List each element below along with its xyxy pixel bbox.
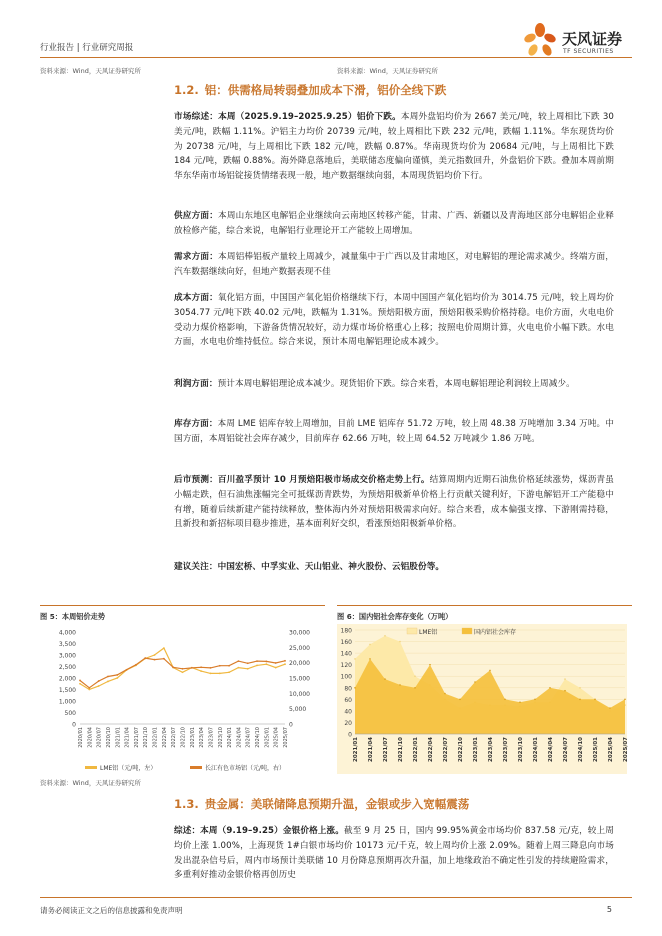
- data-point: [154, 654, 156, 656]
- data-point: [107, 676, 109, 678]
- chart-aluminum-price: [40, 624, 330, 774]
- source-note-right: 资料来源：Wind，天风证券研究所: [337, 67, 438, 75]
- legend-swatch: [407, 628, 417, 634]
- x-tick-label: 2025/07: [623, 737, 629, 762]
- data-point: [219, 665, 221, 667]
- x-tick-label: 2023/07: [208, 727, 215, 748]
- data-point: [200, 670, 202, 672]
- y-tick-label: 140: [340, 650, 352, 658]
- data-point: [182, 671, 184, 673]
- y-tick-label-left: 2,000: [58, 675, 76, 683]
- para-cost: [174, 291, 614, 350]
- para-lead: 需求方面：: [174, 252, 219, 262]
- legend-swatch: [190, 766, 202, 769]
- y-tick-label-left: 3,000: [58, 652, 76, 660]
- data-point: [399, 684, 401, 686]
- figure-caption-6: 图 6：国内铝社会库存变化（万吨）: [337, 612, 453, 621]
- para-text: 预计本周电解铝理论成本减少。现货铝价下跌。综合来看，本周电解铝理论利润较上周减少。: [217, 379, 575, 389]
- data-point: [504, 699, 506, 701]
- data-point: [79, 683, 81, 685]
- footer-rule: [40, 897, 632, 898]
- data-point: [210, 673, 212, 675]
- x-tick-label: 2022/07: [171, 727, 178, 748]
- y-tick-label: 60: [344, 696, 352, 704]
- figure-rule-left: [40, 605, 325, 606]
- figure-rule-right: [337, 605, 632, 606]
- x-tick-label: 2020/10: [105, 727, 112, 748]
- data-point: [414, 675, 416, 677]
- para-lead: 库存方面：: [174, 419, 218, 429]
- data-point: [98, 680, 100, 682]
- chart-aluminum-inventory: [337, 624, 627, 774]
- data-point: [88, 689, 90, 691]
- data-point: [172, 666, 174, 668]
- y-tick-label-left: 0: [72, 721, 76, 729]
- data-point: [579, 687, 581, 689]
- x-tick-label: 2023/01: [189, 727, 196, 748]
- para-lead: 成本方面：: [174, 293, 218, 303]
- x-tick-label: 2022/07: [443, 737, 449, 762]
- data-point: [384, 678, 386, 680]
- x-tick-label: 2025/04: [608, 737, 614, 762]
- data-point: [144, 657, 146, 659]
- para-bold: 百川盈孚预计 10 月预焙阳极市场成交价格走势上行。: [217, 475, 430, 485]
- data-point: [228, 665, 230, 667]
- x-tick-label: 2024/10: [255, 727, 262, 748]
- para-text: 本周铝棒铝板产量较上周减少，减量集中于广西以及甘肃地区，对电解铝的理论需求减少。终端方面，汽车数据继续向好，但地产数据表现不佳: [174, 252, 614, 277]
- data-point: [88, 687, 90, 689]
- data-point: [609, 707, 611, 709]
- x-tick-label: 2024/04: [548, 737, 554, 762]
- legend-swatch: [462, 628, 472, 634]
- para-text: 本周外盘铝均价为 2667 美元/吨，较上周相比下跌 30 美元/吨，跌幅 1.11%。沪铝主力均价 20739 元/吨，较上周相比下跌 232 元/吨，跌幅 1.11%。华东现货均价为 20738 元/吨，与上周相比下跌 182 元/吨，跌幅 0.87%。华南现货均价为 20684 元/吨，与上周相比下跌 184 元/吨，跌幅 0.88%。海外降息落地后，美联储态度偏向谨慎，美元指数回升，外盘铝价下跌。叠加本周前期华东华南市场铝锭接货情绪表现一般，地产数据继续向弱，本周现货铝均价下行。: [174, 112, 614, 182]
- x-tick-label: 2021/04: [368, 737, 374, 762]
- x-tick-label: 2022/04: [161, 727, 168, 748]
- data-point: [107, 681, 109, 683]
- para-outlook: [174, 473, 614, 532]
- x-tick-label: 2022/10: [458, 737, 464, 762]
- x-tick-label: 2023/01: [473, 737, 479, 762]
- y-tick-label-right: 15,000: [289, 675, 310, 683]
- page-number: 5: [606, 905, 612, 914]
- data-point: [79, 680, 81, 682]
- data-point: [182, 668, 184, 670]
- data-point: [519, 701, 521, 703]
- data-point: [354, 687, 356, 689]
- x-tick-label: 2025/01: [264, 727, 271, 748]
- data-point: [354, 658, 356, 660]
- y-tick-label-right: 30,000: [289, 629, 310, 637]
- y-tick-label-right: 0: [289, 721, 293, 729]
- figure-caption-5: 图 5：本周铝价走势: [40, 612, 106, 621]
- x-tick-label: 2023/04: [199, 727, 206, 748]
- data-point: [624, 699, 626, 701]
- y-tick-label-right: 5,000: [289, 706, 307, 714]
- y-tick-label: 180: [340, 627, 352, 635]
- data-point: [219, 673, 221, 675]
- data-point: [256, 664, 258, 666]
- header-rule: [40, 57, 632, 58]
- data-point: [489, 670, 491, 672]
- para-gold: [174, 824, 614, 883]
- data-point: [247, 668, 249, 670]
- x-tick-label: 2024/07: [245, 727, 252, 748]
- data-point: [116, 677, 118, 679]
- section-title-aluminum: [174, 82, 446, 98]
- footer-disclaimer: 请务必阅读正文之后的信息披露和免责声明: [40, 906, 183, 915]
- x-tick-label: 2021/01: [353, 737, 359, 762]
- data-point: [265, 661, 267, 663]
- y-tick-label: 20: [344, 719, 352, 727]
- legend-label: 长江有色市场铝（元/吨，右）: [205, 765, 286, 772]
- data-point: [429, 664, 431, 666]
- x-tick-label: 2025/04: [273, 727, 280, 748]
- y-tick-label-left: 2,500: [58, 664, 76, 671]
- y-tick-label-left: 1,500: [58, 687, 76, 694]
- report-category: 行业报告 | 行业研究周报: [40, 43, 134, 53]
- section-heading: 贵金属：美联储降息预期升温，金银或步入宽幅震荡: [204, 797, 470, 811]
- x-tick-label: 2025/07: [283, 727, 289, 748]
- x-tick-label: 2023/07: [503, 737, 509, 762]
- y-tick-label-left: 4,000: [58, 629, 76, 637]
- x-tick-label: 2022/04: [428, 737, 434, 762]
- x-tick-label: 2021/10: [143, 727, 150, 748]
- y-tick-label-left: 500: [64, 710, 76, 717]
- para-text: 中国宏桥、中孚实业、天山铝业、神火股份、云铝股份等。: [217, 562, 445, 572]
- brand-name-cn: 天风证券: [562, 30, 623, 48]
- data-point: [399, 641, 401, 643]
- data-point: [191, 667, 193, 669]
- para-suggest: [174, 560, 614, 575]
- x-tick-label: 2020/07: [96, 727, 103, 748]
- para-lead: 后市预测：: [174, 475, 218, 485]
- para-supply: [174, 209, 614, 239]
- y-tick-label: 160: [340, 639, 352, 647]
- legend-swatch: [85, 766, 97, 769]
- x-tick-label: 2024/01: [533, 737, 539, 762]
- y-tick-label: 120: [340, 662, 352, 670]
- source-note-bottom: 资料来源：Wind，天风证券研究所: [40, 779, 141, 787]
- y-tick-label-right: 10,000: [289, 690, 310, 698]
- data-point: [284, 660, 286, 662]
- x-tick-label: 2023/04: [488, 737, 494, 762]
- data-point: [256, 660, 258, 662]
- x-tick-label: 2025/01: [593, 737, 599, 762]
- legend-label: LME铝（元/吨，左）: [100, 765, 157, 772]
- para-lead: 利润方面：: [174, 379, 218, 389]
- para-text: 截至 9 月 25 日，国内 99.95%黄金市场均价 837.58 元/克，较上周均价上涨 1.00%，上海现货 1#白银市场均价 10173 元/千克，较上周均价上涨 2.09%。随着上周三降息向市场发出混杂信号后，周内市场预计美联储 10 月份降息预期再次升温，加上地缘政治不确定性引发的持续避险需求，多重利好推动金银价格再创历史: [174, 826, 614, 881]
- para-lead: 供应方面：: [174, 211, 219, 221]
- y-tick-label: 80: [344, 685, 352, 693]
- data-point: [163, 647, 165, 649]
- data-point: [210, 667, 212, 669]
- data-point: [369, 658, 371, 660]
- y-tick-label-left: 1,000: [58, 698, 76, 706]
- data-point: [228, 671, 230, 673]
- section-heading: 铝：供需格局转弱叠加成本下滑，铝价全线下跌: [204, 83, 447, 97]
- x-tick-label: 2024/10: [578, 737, 584, 762]
- source-note-left: 资料来源：Wind，天风证券研究所: [40, 67, 141, 75]
- y-tick-label: 0: [348, 731, 352, 739]
- data-point: [275, 667, 277, 669]
- data-point: [414, 687, 416, 689]
- data-point: [135, 664, 137, 666]
- legend-label: 国内铝社会库存: [474, 629, 517, 636]
- para-text: 本周山东地区电解铝企业继续向云南地区转移产能，甘肃、广西、新疆以及青海地区部分电解铝企业释放检修产能，综合来说，电解铝行业理论开工产能较上周增加。: [174, 211, 614, 236]
- x-tick-label: 2020/04: [87, 727, 94, 748]
- data-point: [384, 635, 386, 637]
- x-tick-label: 2021/07: [383, 737, 389, 762]
- data-point: [247, 662, 249, 664]
- data-point: [98, 685, 100, 687]
- x-tick-label: 2022/01: [152, 727, 159, 748]
- legend-label: LME铝: [419, 629, 438, 636]
- data-point: [163, 658, 165, 660]
- x-tick-label: 2021/04: [124, 727, 131, 748]
- y-tick-label-right: 20,000: [289, 660, 310, 668]
- data-point: [238, 667, 240, 669]
- para-text: 氧化铝方面，中国国产氧化铝价格继续下行，本周中国国产氧化铝均价为 3014.75 元/吨，较上周均价 3054.77 元/吨下跌 40.02 元/吨，跌幅为 1.31%。预焙阳极方面，预焙阳极采购价格持稳。电价方面，火电电价受动力煤价格影响，下游备货情况较好，动力煤市场价格重心上移；按照电价周期计算，火电电价小幅下跌。水电方面，水电电价维持低位。综合来说，预计本周电解铝理论成本减少。: [174, 293, 614, 348]
- data-point: [474, 681, 476, 683]
- data-point: [265, 663, 267, 665]
- x-tick-label: 2023/10: [217, 727, 224, 748]
- data-point: [284, 663, 286, 665]
- para-text: 结算周期内近期石油焦价格延续涨势，煤沥青虽小幅走跌，但石油焦涨幅完全可抵煤沥青跌势，为预焙阳极新单价格上行贡献关键利好，下游电解铝开工产能稳中有增，随着后续新建产能持续释放，整体海内外对预焙阳极需求向好。综合来看，成本偏强支撑、下游刚需持稳，且新投和新招标项目稳步推进，基本面利好交织，看涨预焙阳极新单价格。: [174, 475, 614, 530]
- y-tick-label-left: 3,500: [58, 641, 76, 648]
- para-lead: 市场综述：本周（2025.9.19–2025.9.25）铝价下跌。: [174, 112, 401, 122]
- data-point: [275, 662, 277, 664]
- x-tick-label: 2024/07: [563, 737, 569, 762]
- section-title-gold: [174, 796, 469, 812]
- section-number: 1.2.: [174, 83, 199, 97]
- x-tick-label: 2022/10: [180, 727, 187, 748]
- x-tick-label: 2021/10: [398, 737, 404, 762]
- para-inventory: [174, 417, 614, 447]
- data-point: [116, 674, 118, 676]
- y-tick-label: 40: [344, 708, 352, 716]
- data-point: [594, 699, 596, 701]
- data-point: [200, 666, 202, 668]
- x-tick-label: 2021/01: [115, 727, 122, 748]
- x-tick-label: 2021/07: [133, 727, 140, 748]
- data-point: [154, 659, 156, 661]
- y-tick-label-right: 25,000: [289, 644, 310, 652]
- para-lead: 建议关注：: [174, 562, 218, 572]
- x-tick-label: 2023/10: [518, 737, 524, 762]
- para-text: 本周 LME 铝库存较上周增加，目前 LME 铝库存 51.72 万吨，较上周 48.38 万吨增加 3.34 万吨。中国方面，本周铝锭社会库存减少，目前库存 62.66 万吨，较上周 64.52 万吨减少 1.86 万吨。: [174, 419, 614, 444]
- section-number: 1.3.: [174, 797, 199, 811]
- brand-name-en: TF SECURITIES: [563, 48, 614, 55]
- x-tick-label: 2022/01: [413, 737, 419, 762]
- data-point: [369, 644, 371, 646]
- para-lead: 综述：本周（9.19–9.25）金银价格上涨。: [174, 826, 344, 836]
- data-point: [534, 699, 536, 701]
- data-point: [444, 693, 446, 695]
- data-point: [564, 678, 566, 680]
- x-tick-label: 2024/01: [227, 727, 234, 748]
- data-point: [459, 699, 461, 701]
- logo-flower-icon: [522, 22, 558, 60]
- data-point: [238, 660, 240, 662]
- data-point: [564, 690, 566, 692]
- data-point: [579, 699, 581, 701]
- para-demand: [174, 250, 614, 280]
- para-profit: [174, 377, 614, 392]
- para-market: [174, 110, 614, 184]
- x-tick-label: 2020/01: [78, 727, 84, 748]
- x-tick-label: 2024/04: [236, 727, 243, 748]
- data-point: [549, 687, 551, 689]
- data-point: [126, 669, 128, 671]
- y-tick-label: 100: [340, 673, 352, 681]
